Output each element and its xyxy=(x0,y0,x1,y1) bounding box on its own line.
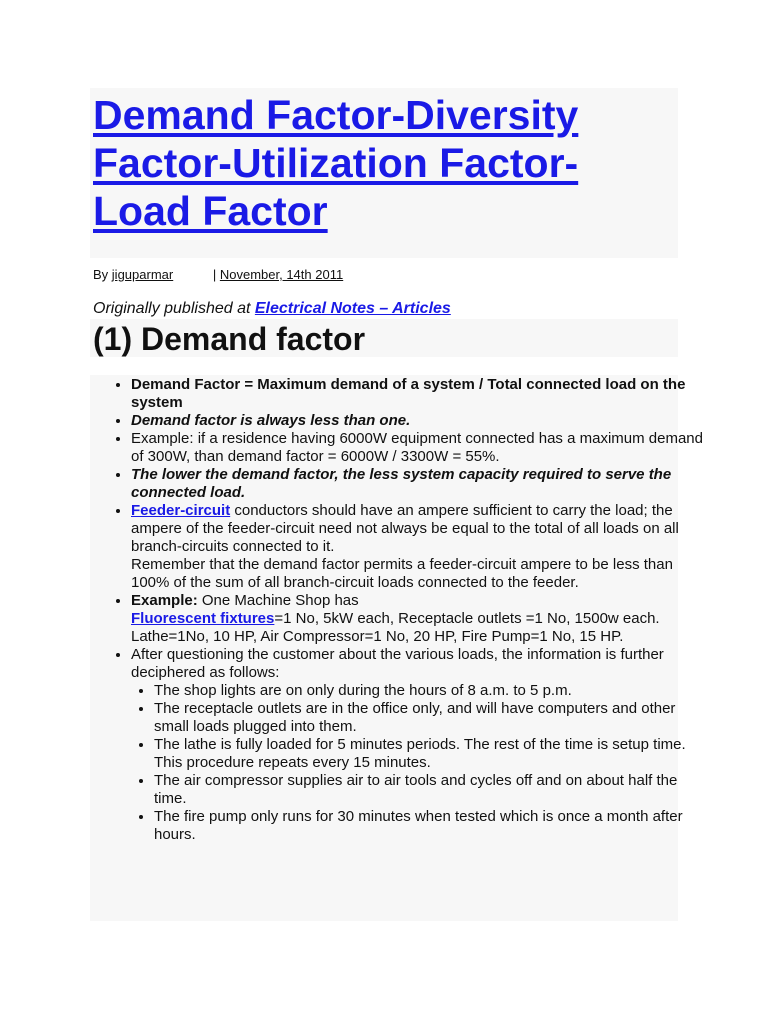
feeder-circuit-link[interactable]: Feeder-circuit xyxy=(131,502,231,519)
sub-list-item: • The receptacle outlets are in the office only, and will have computers and other small loads plugged into them. xyxy=(154,700,706,736)
demand-factor-note: Demand factor is always less than one. xyxy=(131,412,411,429)
list-item xyxy=(131,646,706,844)
section-title: (1) Demand factor xyxy=(93,321,366,357)
list-item xyxy=(131,592,706,646)
list-item xyxy=(131,412,706,430)
origin-link[interactable]: Electrical Notes – Articles xyxy=(254,300,451,317)
byline-separator: | xyxy=(212,267,217,282)
sub-list-item: • The fire pump only runs for 30 minutes when tested which is once a month after hours. xyxy=(154,808,706,844)
equipment-text: Lathe=1No, 10 HP, Air Compressor=1 No, 20 HP, Fire Pump=1 No, 15 HP. xyxy=(131,628,624,645)
sub-list-item: • The air compressor supplies air to air tools and cycles off and on about half the time. xyxy=(154,772,706,808)
example-label: Example: xyxy=(131,592,198,609)
byline-by: By xyxy=(93,267,109,282)
byline xyxy=(93,267,673,283)
feeder-remember-text: Remember that the demand factor permits a feeder-circuit ampere to be less than 100% of the sum of all branch-circuit loads connected to the feeder. xyxy=(131,556,673,591)
sub-list xyxy=(131,682,706,844)
sub-list-item: • The shop lights are on only during the hours of 8 a.m. to 5 p.m. xyxy=(154,682,706,700)
feeder-text: conductors should have an ampere sufficient to carry the load; the ampere of the feeder-circuit need not always be equal to the total of all loads on all branch-circuits connected to it. xyxy=(131,502,679,555)
author-link[interactable]: jiguparmar xyxy=(111,267,174,282)
list-item xyxy=(131,466,706,502)
origin-prefix: Originally published at xyxy=(93,300,251,317)
fixtures-text: =1 No, 5kW each, Receptacle outlets =1 No, 1500w each. xyxy=(274,610,660,627)
list-item xyxy=(131,376,706,412)
residence-example: Example: if a residence having 6000W equipment connected has a maximum demand of 300W, than demand factor = 6000W / 3300W = 55%. xyxy=(131,430,703,465)
article-title-link[interactable]: Demand Factor-Diversity Factor-Utilization Factor-Load Factor xyxy=(93,92,579,234)
demand-factor-definition: Demand Factor = Maximum demand of a system / Total connected load on the system xyxy=(131,376,686,411)
list-item xyxy=(131,430,706,466)
sub-list-item: • The lathe is fully loaded for 5 minutes periods. The rest of the time is setup time. This procedure repeats every 15 minutes. xyxy=(154,736,706,772)
machine-shop-text: One Machine Shop has xyxy=(197,592,359,609)
list-item xyxy=(131,502,706,592)
questioning-text: After questioning the customer about the various loads, the information is further deciphered as follows: xyxy=(131,646,664,681)
origin-line xyxy=(93,299,673,319)
date-link[interactable]: November, 14th 2011 xyxy=(219,267,344,282)
capacity-note: The lower the demand factor, the less system capacity required to serve the connected load. xyxy=(131,466,672,501)
fluorescent-fixtures-link[interactable]: Fluorescent fixtures xyxy=(131,610,275,627)
bullet-list xyxy=(105,376,706,844)
